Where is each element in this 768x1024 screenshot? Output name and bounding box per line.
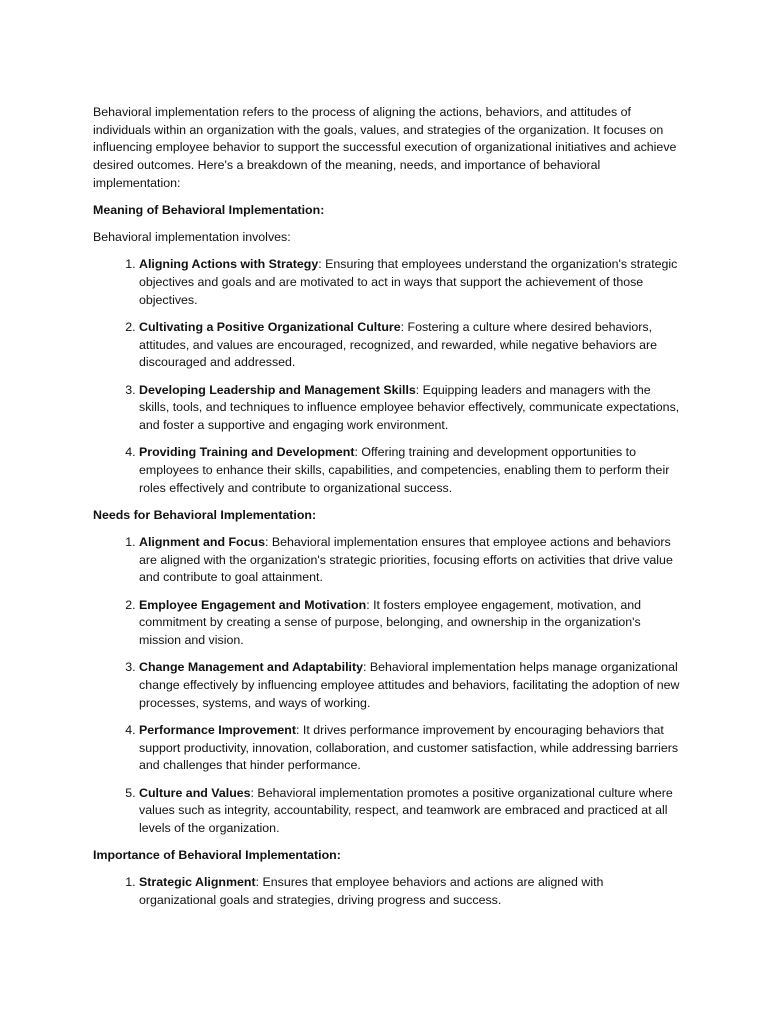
list-item — [139, 874, 683, 909]
importance-list — [93, 874, 683, 909]
section-heading-needs: Needs for Behavioral Implementation: — [93, 507, 317, 522]
meaning-list — [93, 256, 683, 497]
list-item-text: : Ensures that employee behaviors and actions are aligned with organizational goals and strategies, driving progress and success. — [139, 875, 604, 908]
list-item-term: Developing Leadership and Management Skills — [139, 382, 416, 397]
section-heading-meaning: Meaning of Behavioral Implementation: — [93, 203, 325, 218]
list-item-term: Aligning Actions with Strategy — [139, 257, 319, 272]
list-item-text: : Equipping leaders and managers with the skills, tools, and techniques to influence employee behavior effectively, communicate expectations, and foster a supportive and engaging work environment. — [139, 382, 680, 433]
list-item-term: Culture and Values — [139, 785, 251, 800]
list-item-term: Providing Training and Development — [139, 445, 355, 460]
list-item-text: : Ensuring that employees understand the organization's strategic objectives and goals and are motivated to act in ways that support the achievement of those objectives. — [139, 257, 678, 307]
list-item-term: Cultivating a Positive Organizational Culture — [139, 320, 401, 335]
list-item-term: Strategic Alignment — [139, 875, 256, 890]
list-item-text: : It drives performance improvement by encouraging behaviors that support productivity, innovation, collaboration, and customer satisfaction, while addressing barriers and challenges that hinder performance. — [139, 722, 679, 773]
list-item — [139, 382, 683, 435]
list-item — [139, 597, 683, 650]
list-item-text: : It fosters employee engagement, motivation, and commitment by creating a sense of purpose, belonging, and ownership in the organization's mission and vision. — [139, 597, 642, 648]
needs-list — [93, 534, 683, 838]
list-item-term: Performance Improvement — [139, 722, 297, 737]
list-item-text: : Offering training and development opportunities to employees to enhance their skills, capabilities, and competencies, enabling them to perform their roles effectively and contribute to organizational success. — [139, 445, 670, 495]
list-item-text: : Behavioral implementation ensures that employee actions and behaviors are aligned with the organization's strategic priorities, focusing efforts on activities that drive value and contribute to goal attainment. — [139, 535, 673, 585]
list-item — [139, 256, 683, 309]
list-item — [139, 785, 683, 838]
section-lead-meaning: Behavioral implementation involves: — [93, 230, 291, 245]
list-item — [139, 319, 683, 372]
list-item — [139, 534, 683, 587]
list-item-text: : Behavioral implementation promotes a positive organizational culture where values such as integrity, accountability, respect, and teamwork are embraced and practiced at all levels of the organization. — [139, 785, 673, 835]
intro-paragraph: Behavioral implementation refers to the process of aligning the actions, behaviors, and attitudes of individuals within an organization with the goals, values, and strategies of the organization. It focuses on influencing employee behavior to support the successful execution of organizational initiatives and achieve desired outcomes. Here's a breakdown of the meaning, needs, and importance of behavioral implementation: — [93, 105, 677, 190]
list-item-text: : Fostering a culture where desired behaviors, attitudes, and values are encouraged, recognized, and rewarded, while negative behaviors are discouraged and addressed. — [139, 320, 657, 370]
list-item-text: : Behavioral implementation helps manage organizational change effectively by influencing employee attitudes and behaviors, facilitating the adoption of new processes, systems, and ways of working. — [139, 660, 680, 710]
list-item — [139, 659, 683, 712]
section-heading-importance: Importance of Behavioral Implementation: — [93, 848, 341, 863]
list-item-term: Employee Engagement and Motivation — [139, 597, 367, 612]
document-page — [93, 104, 683, 919]
list-item — [139, 722, 683, 775]
list-item — [139, 444, 683, 497]
list-item-term: Change Management and Adaptability — [139, 660, 363, 675]
list-item-term: Alignment and Focus — [139, 535, 265, 550]
